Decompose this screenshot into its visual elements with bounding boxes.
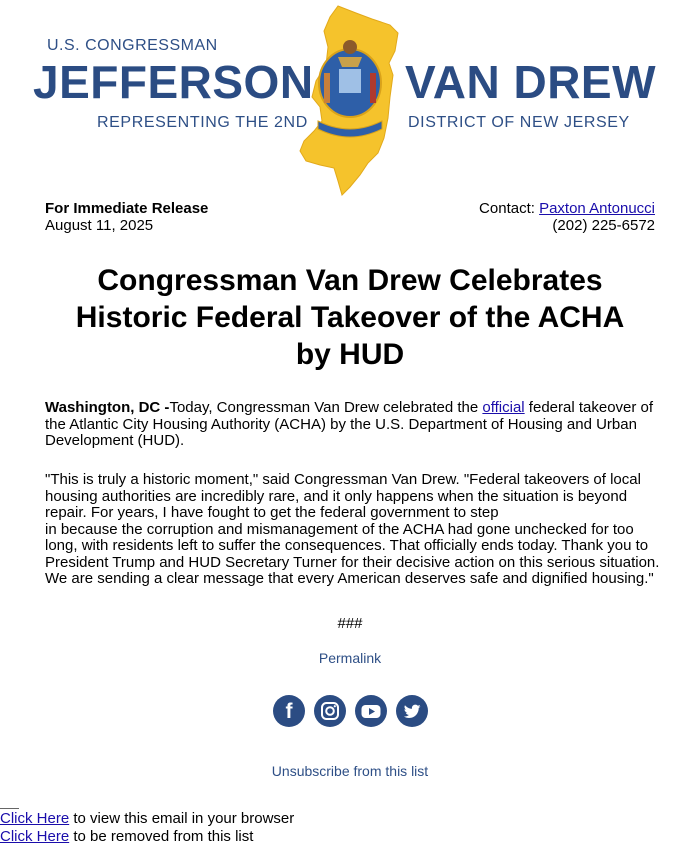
new-jersey-map-icon (298, 3, 404, 198)
header-name-right: VAN DREW (405, 56, 657, 108)
footer-remove-from-list (0, 828, 253, 845)
press-release-title (40, 262, 660, 373)
twitter-button[interactable] (396, 695, 428, 727)
end-mark: ### (337, 615, 363, 632)
youtube-button[interactable] (355, 695, 387, 727)
contact-phone: (202) 225-6572 (552, 217, 655, 234)
p1-text-after: federal takeover of the Atlantic City Housing Authority (ACHA) by the U.S. Department of Housing and Urban Development (HUD). (45, 399, 654, 449)
p2-line-1: "This is truly a historic moment," said Congressman Van Drew. "Federal takeovers of local housing authorities are incredibly rare, and it only happens when the situation is beyond repair. For years, I have fought to get the federal government to step (45, 471, 641, 521)
official-link[interactable]: official (482, 399, 525, 416)
release-date: August 11, 2025 (45, 217, 154, 234)
svg-text:f: f (285, 700, 292, 723)
email-header-banner (0, 0, 700, 200)
view-in-browser-link[interactable]: Click Here (0, 810, 70, 827)
contact-info (479, 200, 655, 234)
body-paragraph-2 (45, 472, 660, 588)
remove-from-list-link[interactable]: Click Here (0, 828, 70, 845)
header-subtitle-left: REPRESENTING THE 2ND (97, 114, 308, 131)
social-links (0, 695, 700, 727)
title-line-3: by HUD (295, 338, 405, 371)
contact-label: Contact: (479, 200, 540, 217)
title-line-1: Congressman Van Drew Celebrates (97, 264, 603, 297)
contact-name-link[interactable]: Paxton Antonucci (539, 200, 655, 217)
view-in-browser-text: to view this email in your browser (69, 810, 295, 827)
facebook-icon (273, 695, 305, 727)
p1-text-before: Today, Congressman Van Drew celebrated the (169, 399, 483, 416)
youtube-icon (355, 695, 387, 727)
remove-from-list-text: to be removed from this list (69, 828, 254, 845)
unsubscribe-link[interactable]: Unsubscribe from this list (271, 763, 429, 779)
footer-divider (0, 808, 19, 809)
twitter-icon (396, 695, 428, 727)
header-subtitle-right: DISTRICT OF NEW JERSEY (408, 114, 630, 131)
header-small-title: U.S. CONGRESSMAN (47, 37, 218, 54)
dateline: Washington, DC - (45, 399, 170, 416)
body-paragraph-1 (45, 400, 660, 450)
instagram-icon (314, 695, 346, 727)
facebook-button[interactable] (273, 695, 305, 727)
p2-line-2: in because the corruption and mismanagement of the ACHA had gone unchecked for too long, with residents left to suffer the consequences. That officially ends today. Thank you to President Trump and HUD Secretary Turner for their decisive action on this serious situation. We are sending a clear message that every American deserves safe and dignified housing." (45, 520, 660, 587)
permalink-link[interactable]: Permalink (318, 650, 382, 666)
header-name-left: JEFFERSON (33, 56, 314, 108)
title-line-2: Historic Federal Takeover of the ACHA (75, 301, 625, 334)
instagram-button[interactable] (314, 695, 346, 727)
release-label: For Immediate Release (45, 200, 209, 217)
release-info (45, 200, 208, 234)
footer-view-in-browser (0, 810, 294, 827)
